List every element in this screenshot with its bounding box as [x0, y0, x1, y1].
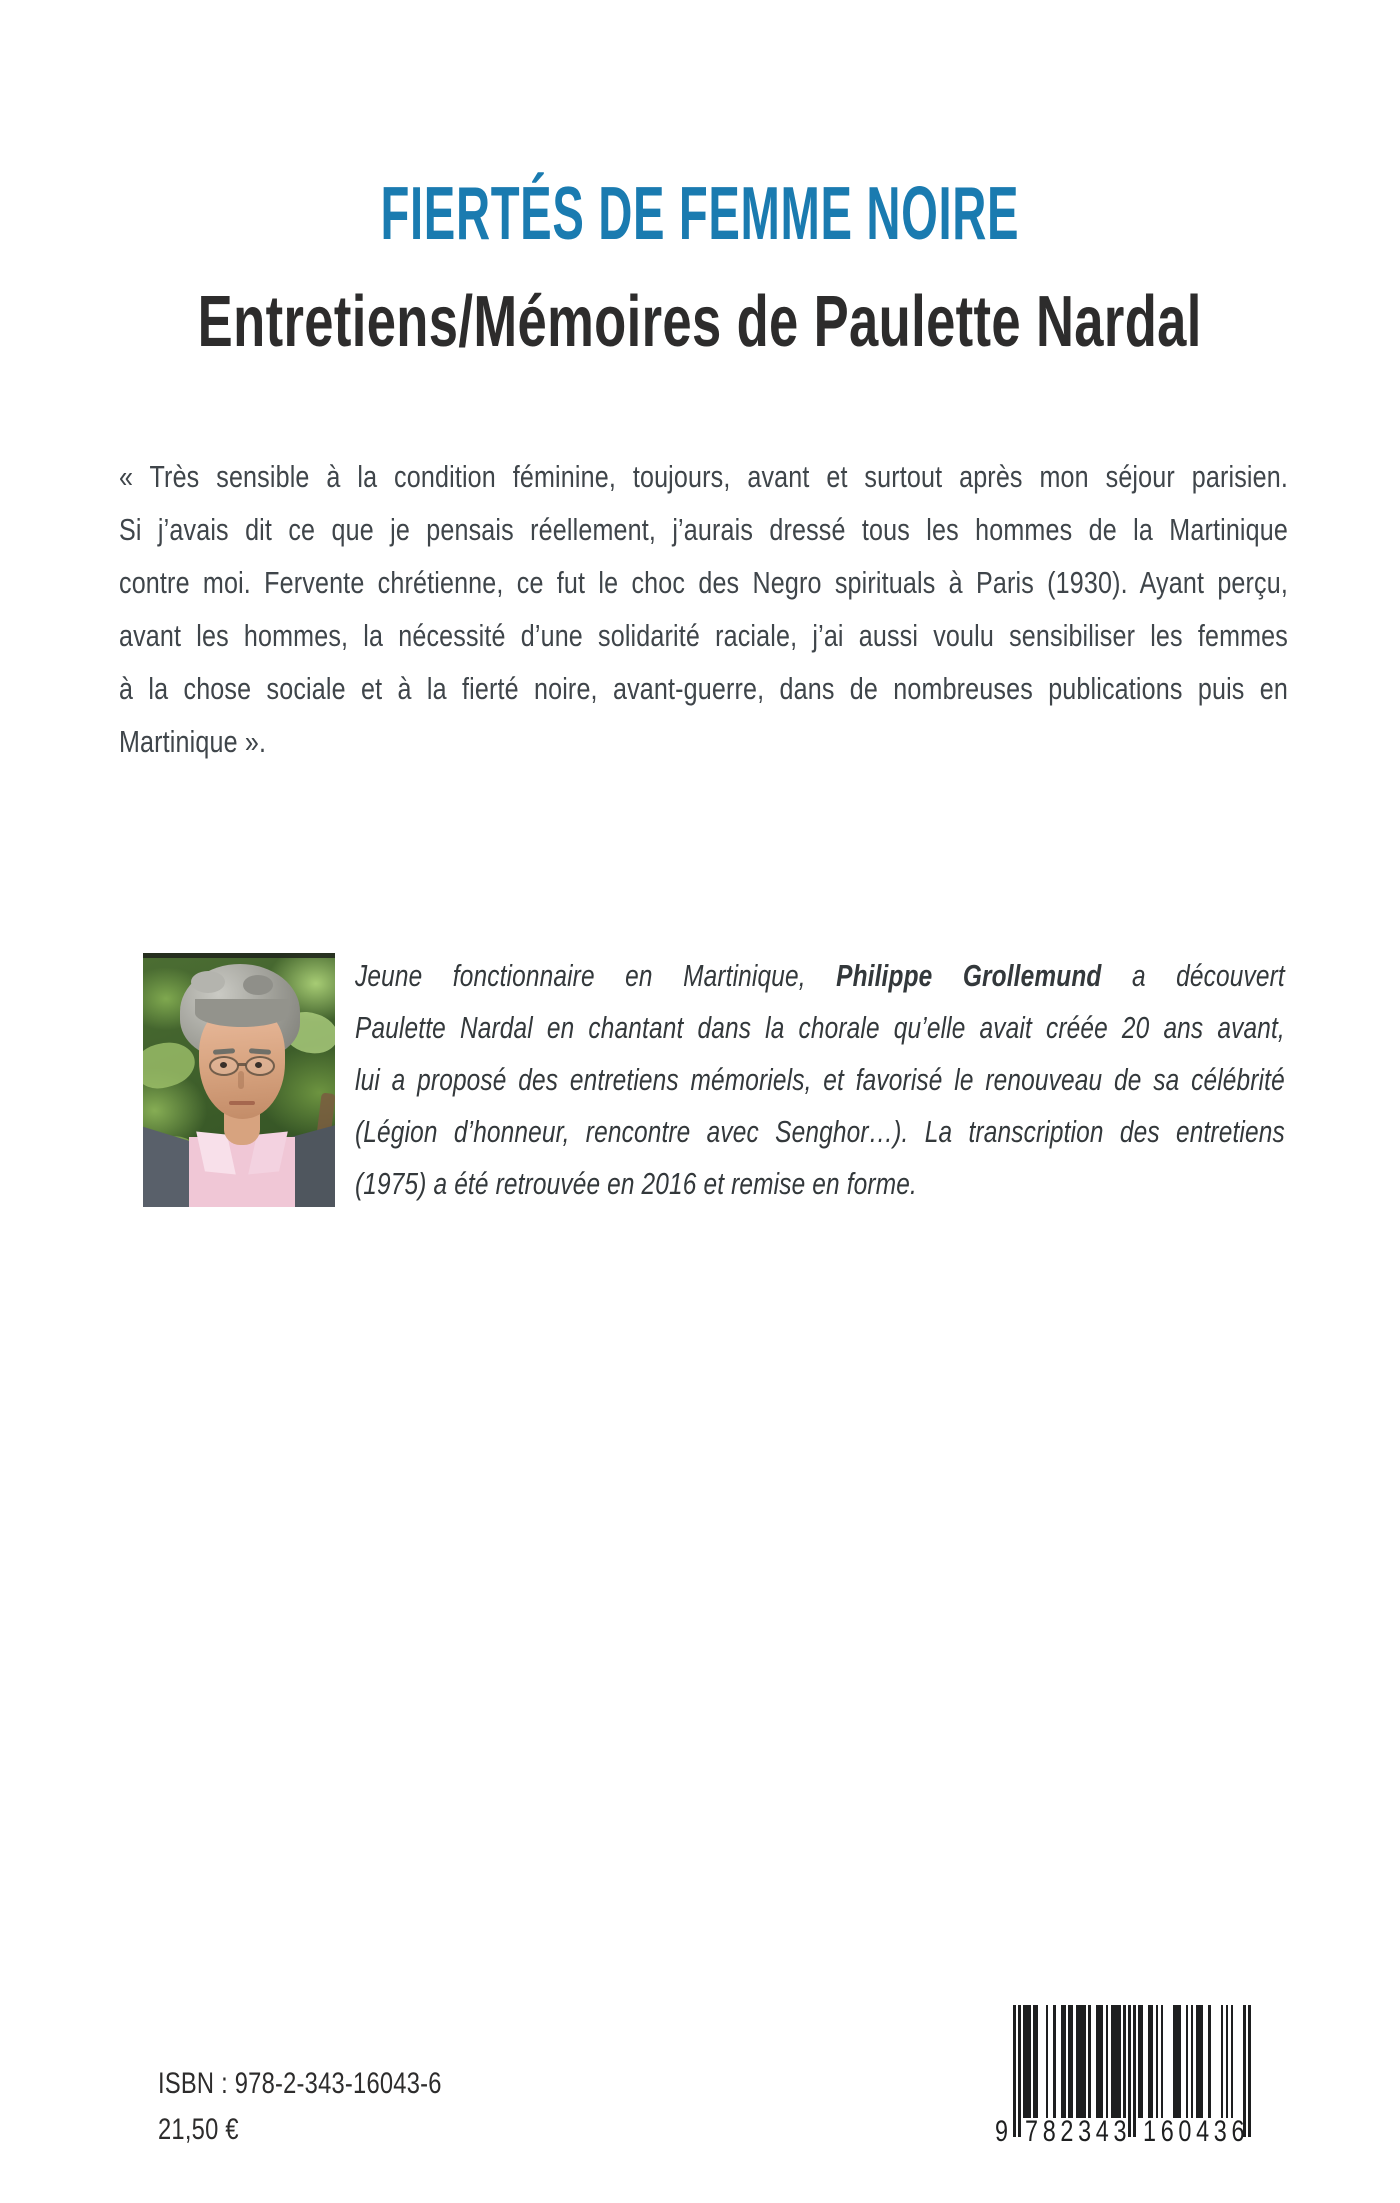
author-hair-fringe [195, 999, 289, 1027]
book-title: FIERTÉS DE FEMME NOIRE [380, 171, 1020, 255]
barcode-bar [1106, 2005, 1109, 2118]
barcode-bar [1096, 2005, 1104, 2118]
bio-line: (Légion d’honneur, rencontre avec Senghor…). La transcription des entretiens [355, 1114, 1285, 1149]
barcode-bar [1173, 2005, 1181, 2118]
barcode-bar [1068, 2005, 1073, 2118]
glasses-bridge [238, 1063, 246, 1066]
author-name: Philippe Grollemund [836, 958, 1102, 993]
barcode-digits-right: 160436 [1143, 2115, 1250, 2148]
barcode-bar [1033, 2005, 1038, 2118]
bio-line: Paulette Nardal en chantant dans la chorale qu’elle avait créée 20 ans avant, [355, 1010, 1285, 1045]
barcode-bar [1161, 2005, 1164, 2118]
quote-line: « Très sensible à la condition féminine, toujours, avant et surtout après mon séjour parisien. [119, 459, 1289, 494]
quote-line: Martinique ». [119, 724, 267, 759]
author-photo [143, 953, 335, 1207]
quote-line: avant les hommes, la nécessité d’une solidarité raciale, j’ai aussi voulu sensibiliser les femmes [119, 618, 1289, 653]
barcode-bar [1046, 2005, 1049, 2118]
title-row [0, 171, 1400, 255]
barcode-digit-first: 9 [995, 2115, 1009, 2148]
barcode-bar [1053, 2005, 1056, 2118]
barcode-bar [1018, 2005, 1021, 2137]
back-cover-quote [119, 450, 1288, 768]
isbn-text: ISBN : 978-2-343-16043-6 [158, 2067, 442, 2100]
bio-intro-pre: Jeune fonctionnaire en Martinique, [355, 958, 837, 993]
barcode-bar [1133, 2005, 1136, 2137]
barcode-bar [1221, 2005, 1224, 2118]
barcode-bar [1123, 2005, 1126, 2118]
bio-line: (1975) a été retrouvée en 2016 et remise en forme. [355, 1166, 917, 1201]
quote-line: Si j’avais dit ce que je pensais réellement, j’aurais dressé tous les hommes de la Martinique [119, 512, 1289, 547]
barcode-bar [1208, 2005, 1211, 2118]
author-mouth [229, 1101, 255, 1105]
barcode-bar [1156, 2005, 1159, 2118]
author-eye [255, 1062, 262, 1068]
barcode-bar [1186, 2005, 1189, 2118]
photo-top-shadow [143, 953, 335, 958]
barcode-bar [1191, 2005, 1194, 2118]
price-text: 21,50 € [158, 2113, 239, 2146]
author-eye [220, 1062, 227, 1068]
isbn-price-block [158, 2061, 442, 2153]
barcode-bar [1061, 2005, 1066, 2118]
author-nose [238, 1071, 244, 1089]
barcode-bar [1111, 2005, 1121, 2118]
author-bio-text [355, 950, 1285, 1210]
quote-line: contre moi. Fervente chrétienne, ce fut le choc des Negro spirituals à Paris (1930). Ayant perçu, [119, 565, 1289, 600]
barcode-bar [1148, 2005, 1153, 2118]
subtitle-row [0, 282, 1400, 362]
barcode-bar [1226, 2005, 1229, 2118]
quote-line: à la chose sociale et à la fierté noire, avant-guerre, dans de nombreuses publications puis en [119, 671, 1289, 706]
book-subtitle: Entretiens/Mémoires de Paulette Nardal [197, 282, 1203, 362]
barcode-digits-left: 782343 [1025, 2115, 1132, 2148]
bio-intro-post: a découvert [1101, 958, 1285, 993]
author-hair-highlight [191, 971, 225, 993]
barcode-bar [1231, 2005, 1234, 2118]
barcode-bar [1196, 2005, 1204, 2118]
barcode-bar [1023, 2005, 1031, 2118]
barcode-bar [1013, 2005, 1016, 2137]
ean13-barcode [995, 2005, 1263, 2150]
author-hair-highlight [243, 975, 273, 995]
bio-line: lui a proposé des entretiens mémoriels, et favorisé le renouveau de sa célébrité [355, 1062, 1285, 1097]
bio-line [355, 950, 1285, 1002]
barcode-bar [1076, 2005, 1086, 2118]
barcode-bar [1138, 2005, 1143, 2118]
barcode-bar [1088, 2005, 1091, 2118]
